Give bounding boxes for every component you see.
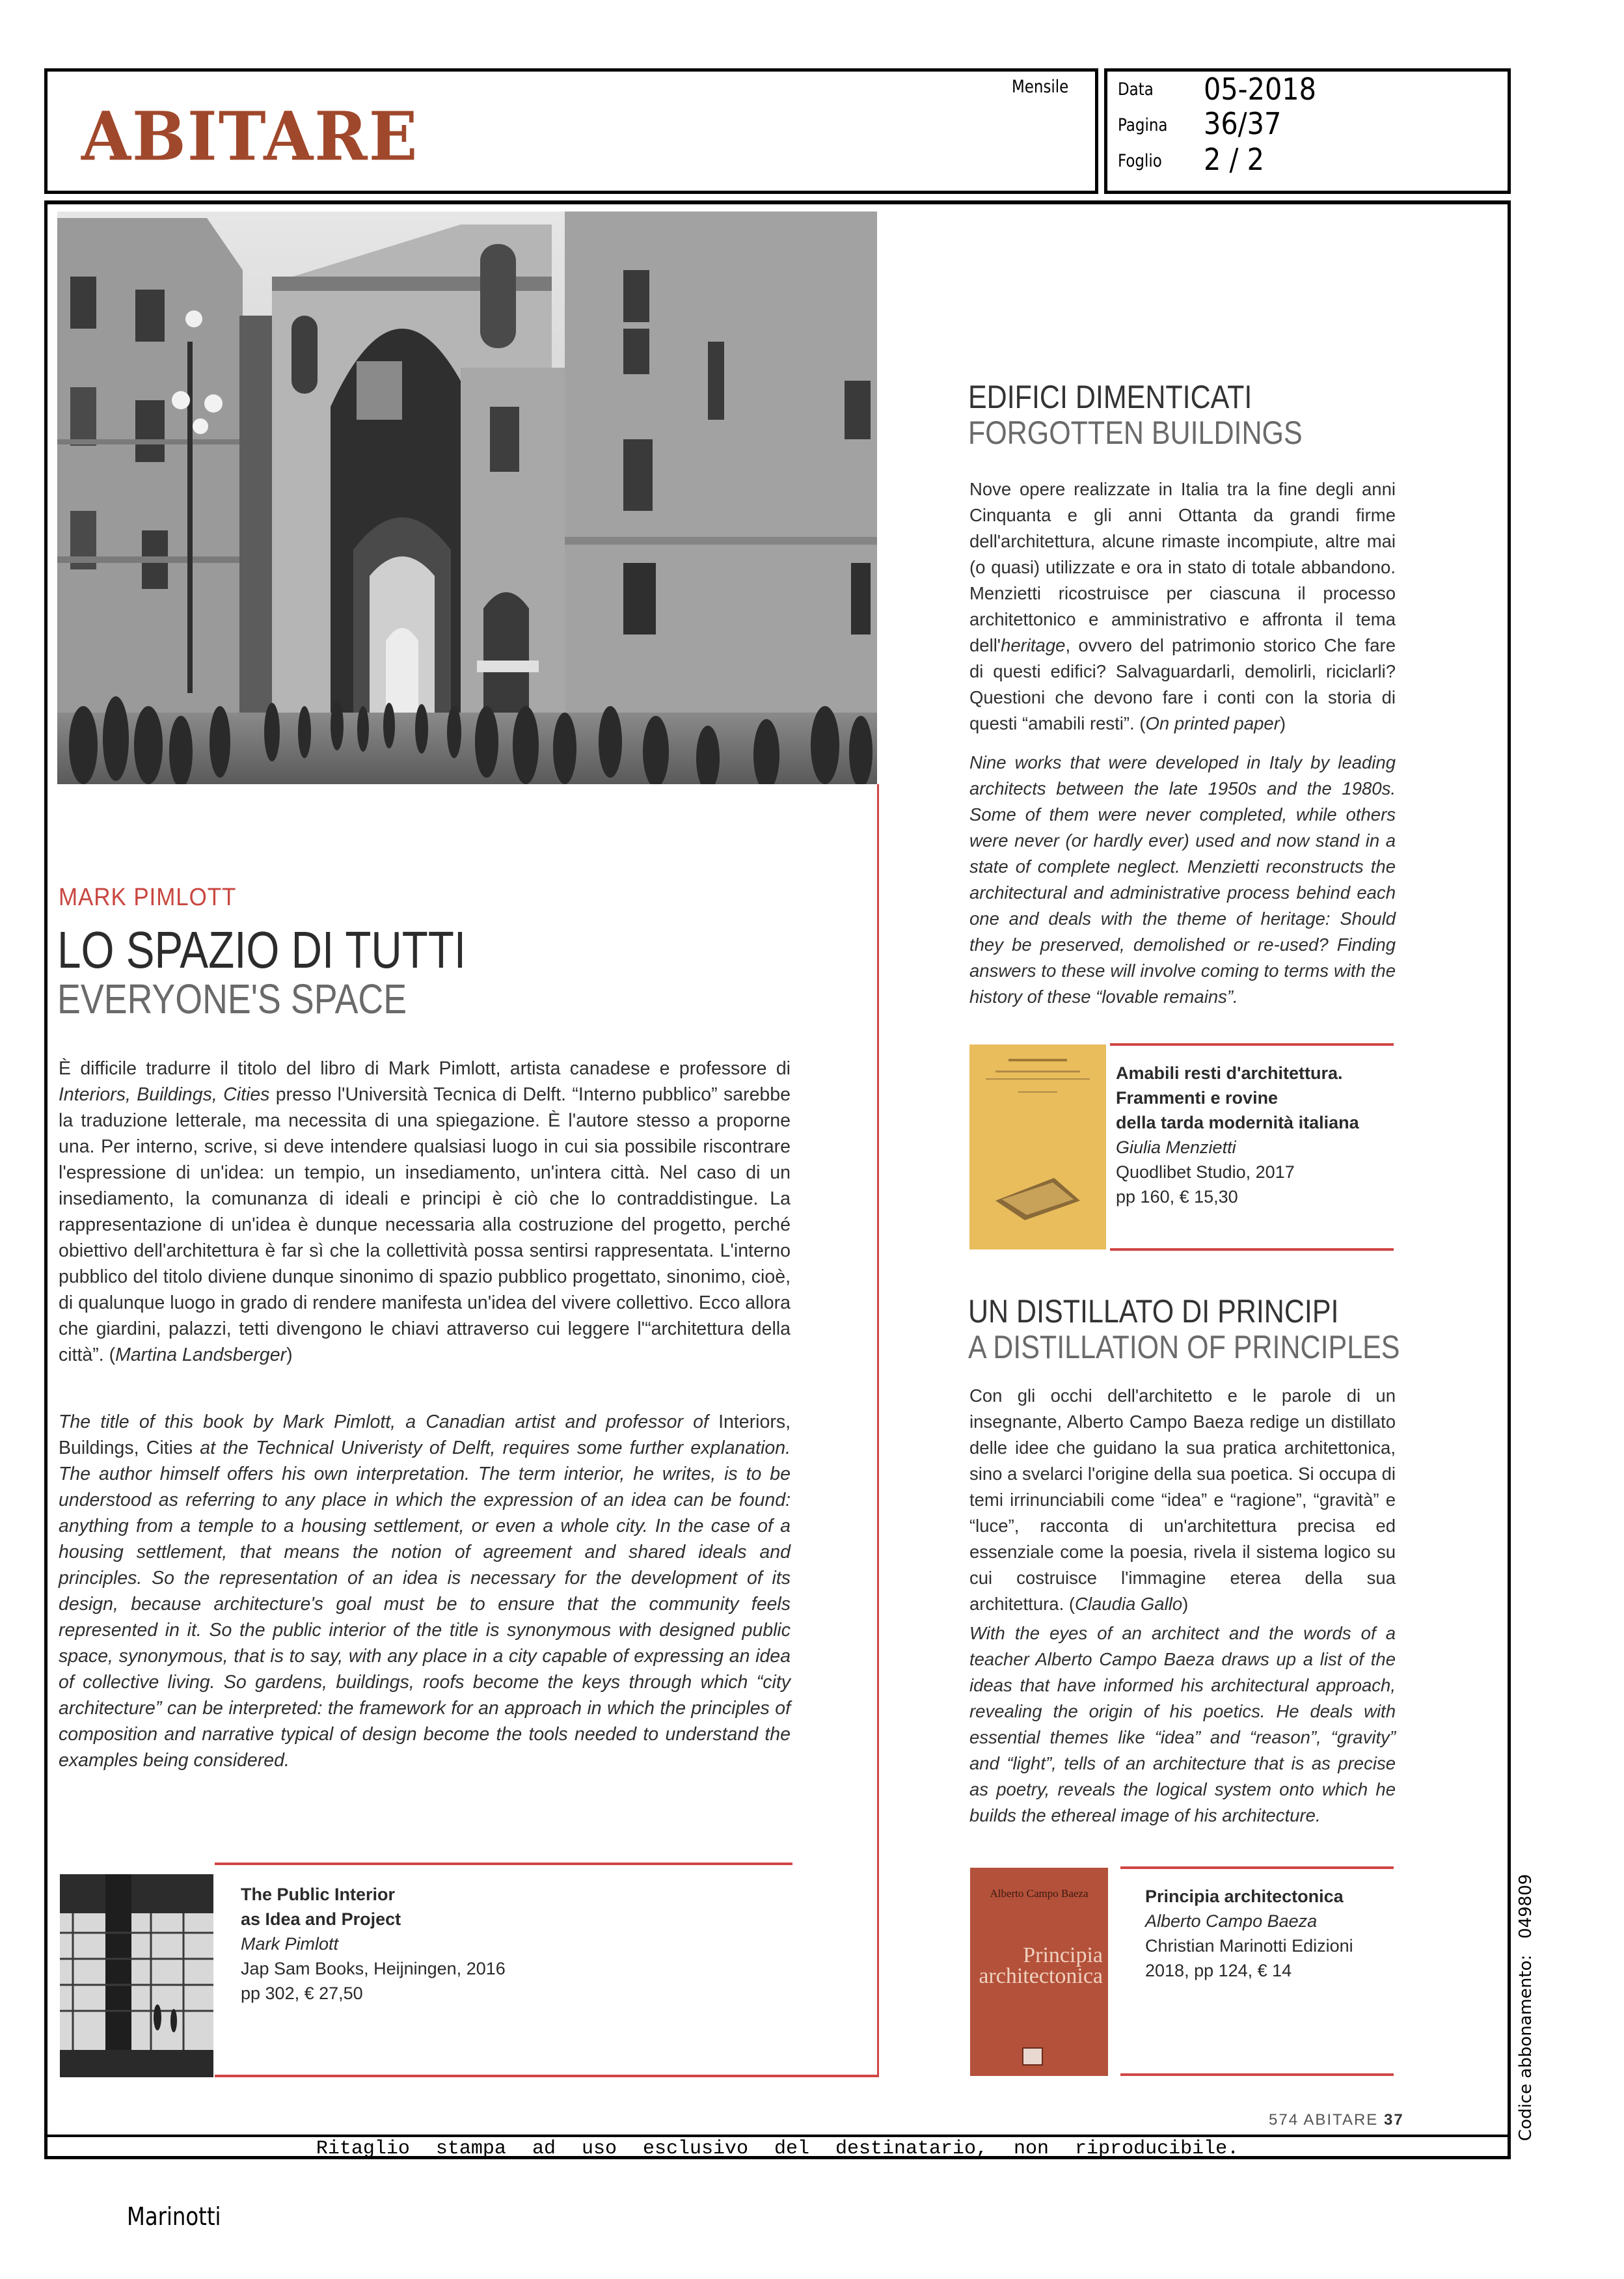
book-publisher: Quodlibet Studio, 2017	[1116, 1162, 1295, 1182]
book-series-italic: Interiors, Buildings, Cities	[59, 1084, 270, 1105]
book-cover-amabili-resti	[969, 1044, 1106, 1249]
caption-divider	[44, 2135, 1511, 2137]
left-article-red-rule	[877, 784, 879, 2076]
book-publisher: Christian Marinotti Edizioni	[1145, 1936, 1353, 1956]
book-title-line-1: The Public Interior	[241, 1885, 396, 1904]
client-name: Marinotti	[127, 2202, 221, 2231]
article-title-italian: LO SPAZIO DI TUTTI	[57, 921, 467, 979]
article-photo	[57, 212, 877, 784]
galleria-photo-illustration	[57, 212, 877, 784]
right-book1-top-rule	[1110, 1043, 1394, 1046]
distillato-body-english: With the eyes of an architect and the words of a teacher Alberto Campo Baeza draws up a list of the ideas that have informed his architectural approach, revealing the origin of his poetics. He deals with essential themes like “idea” and “reason”, “gravity” and “light”, tells of an architecture that is as precise as poetry, reveals the logical system onto which he builds the ethereal image of his architecture.	[969, 1623, 1396, 1825]
book-title: Principia architectonica	[1145, 1887, 1344, 1906]
book-info-public-interior	[241, 1882, 506, 2006]
book-author: Mark Pimlott	[241, 1934, 339, 1954]
edifici-body-italian: Nove opere realizzate in Italia tra la fine degli anni Cinquanta e gli anni Ottanta da grandi firme dell'architettura, alcune rimaste incompiute, altre mai (o quasi) utilizzate e ora in stato di totale abbandono. Menzietti ricostruisce per ciascuna il processo architettonico e amministrativo e affronta il tema dell'heritage, ovvero del patrimonio storico Che fare di questi edifici? Salvaguardarli, demolirli, riciclarli? Questioni che devono fare i conti con la storia di questi “amabili resti”. (On printed paper)	[969, 479, 1396, 733]
page-number: 37	[1383, 2111, 1404, 2129]
publication-logo: ABITARE	[81, 98, 419, 176]
book-publisher: Jap Sam Books, Heijningen, 2016	[241, 1959, 506, 1978]
article-title-english: EVERYONE'S SPACE	[57, 976, 407, 1022]
section-title-italian-edifici: EDIFICI DIMENTICATI	[968, 379, 1252, 415]
left-book-bottom-rule	[215, 2075, 879, 2077]
right-book2-bottom-rule	[1120, 2073, 1394, 2076]
review-credit: Martina Landsberger	[115, 1344, 287, 1365]
book-cover-public-interior	[60, 1874, 213, 2077]
book-details: pp 302, € 27,50	[241, 1984, 363, 2003]
meta-label-pagina: Pagina	[1118, 115, 1168, 135]
article-body-english: The title of this book by Mark Pimlott, a Canadian artist and professor of Interiors, Buildings, Cities at the Technical Univeristy of Delft, requires some further explanation. The author himself offers his own interpretation. The term interior, he writes, is to be understood as referring to any place in which the expression of an idea can be found: anything from a temple to a housing settlement, or even a whole city. In the case of a housing settlement, that means the notion of agreement and shared ideals and principles. So the representation of an idea is necessary for the development of its design, because architecture's goal must be to ensure that the community feels represented in it. So the public interior of the title is synonymous with designed public space, synonymous, that is to say, with any place in a city capable of expressing an idea of collective living. So gardens, buildings, roofs become the keys through which “city architecture” can be interpreted: the framework for an approach in which the principles of composition and narrative typical of design become the tools needed to understand the examples being considered.	[59, 1412, 791, 1771]
meta-value-foglio: 2 / 2	[1204, 142, 1264, 177]
book-title-line-3: della tarda modernità italiana	[1116, 1113, 1359, 1132]
meta-label-data: Data	[1118, 79, 1154, 100]
right-book1-bottom-rule	[1110, 1248, 1394, 1251]
book-cover-principia	[970, 1868, 1108, 2076]
book-series-upright: Interiors, Buildings, Cities	[59, 1412, 791, 1458]
meta-value-pagina: 36/37	[1204, 106, 1282, 141]
publisher-logo-icon	[1022, 2047, 1043, 2066]
left-book-top-rule	[215, 1863, 792, 1865]
frequency-label: Mensile	[1012, 77, 1069, 97]
cover-title-line-1: Principia	[1023, 1943, 1103, 1967]
heritage-italic: heritage	[1001, 635, 1066, 655]
cover-title-line-2: architectonica	[979, 1964, 1103, 1988]
book-author: Alberto Campo Baeza	[1145, 1911, 1318, 1931]
book-author: Giulia Menzietti	[1116, 1138, 1236, 1157]
book-info-principia	[1145, 1884, 1353, 1983]
edifici-body-english: Nine works that were developed in Italy by leading architects between the late 1950s and the 1980s. Some of them were never completed, while others were never (or hardly ever) used and now stand in a state of complete neglect. Menzietti reconstructs the architectural and administrative process behind each one and deals with the theme of heritage: Should they be preserved, demolished or re-used? Finding answers to these will involve coming to terms with the history of these “lovable remains”.	[969, 752, 1396, 1007]
page-folio: 574 ABITARE 37	[1269, 2111, 1404, 2129]
book-details: 2018, pp 124, € 14	[1145, 1961, 1292, 1980]
book-info-amabili-resti	[1116, 1061, 1359, 1209]
meta-value-data: 05-2018	[1204, 72, 1316, 107]
meta-label-foglio: Foglio	[1118, 151, 1162, 171]
book-title-line-2: as Idea and Project	[241, 1909, 401, 1929]
review-credit: On printed paper	[1145, 713, 1280, 733]
article-body-italian: È difficile tradurre il titolo del libro di Mark Pimlott, artista canadese e professore di Interiors, Buildings, Cities presso l'Università Tecnica di Delft. “Interno pubblico” sarebbe la traduzione letterale, ma necessita di una spiegazione. È l'autore stesso a proporne una. Per interno, scrive, si deve intendere qualsiasi luogo in cui sia possibile riscontrare l'espressione di un'idea: un tempio, un insediamento, un'intera città. Nel caso di un insediamento, la comunanza di ideali e principi è ciò che lo contraddistingue. La rappresentazione di un'idea è dunque necessaria alla costruzione del progetto, perché obiettivo dell'architettura è far sì che la collettività possa sentirsi rappresentata. L'interno pubblico del titolo diviene dunque sinonimo di spazio pubblico progettato, sinonimo, cioè, di qualunque luogo in grado di rendere manifesta un'idea del vivere collettivo. Ecco allora che giardini, palazzi, tetti divengono le chiavi attraverso cui leggere l'“architettura della città”. (Martina Landsberger)	[59, 1058, 791, 1365]
book-cover-yellow-illustration	[969, 1044, 1106, 1249]
section-title-italian-distillato: UN DISTILLATO DI PRINCIPI	[968, 1293, 1339, 1330]
clipping-disclaimer: Ritaglio stampa ad uso esclusivo del destinatario, non riproducibile.	[316, 2138, 1239, 2160]
section-title-english-distillation: A DISTILLATION OF PRINCIPLES	[968, 1329, 1400, 1365]
right-book2-top-rule	[1120, 1866, 1394, 1869]
cover-author: Alberto Campo Baeza	[990, 1887, 1089, 1900]
book-title-line-2: Frammenti e rovine	[1116, 1088, 1279, 1108]
distillato-body-italian: Con gli occhi dell'architetto e le parole di un insegnante, Alberto Campo Baeza redige un distillato delle idee che guidano la sua pratica architettonica, sino a svelarci l'origine della sua poetica. Si occupa di temi irrinunciabili come “idea” e “ragione”, “gravità” e “luce”, racconta di un'architettura precisa ed essenziale come la poesia, rivela il sistema logico su cui costruisce l'immagine eterea della sua architettura. (Claudia Gallo)	[969, 1385, 1396, 1614]
review-credit: Claudia Gallo	[1075, 1594, 1183, 1614]
subscription-code: Codice abbonamento: 049809	[1516, 1874, 1536, 2141]
book-cover-photo-illustration	[60, 1874, 213, 2077]
section-title-english-forgotten: FORGOTTEN BUILDINGS	[968, 415, 1303, 451]
book-details: pp 160, € 15,30	[1116, 1187, 1238, 1207]
book-title-line-1: Amabili resti d'architettura.	[1116, 1063, 1343, 1083]
article-author-kicker: MARK PIMLOTT	[59, 884, 237, 911]
